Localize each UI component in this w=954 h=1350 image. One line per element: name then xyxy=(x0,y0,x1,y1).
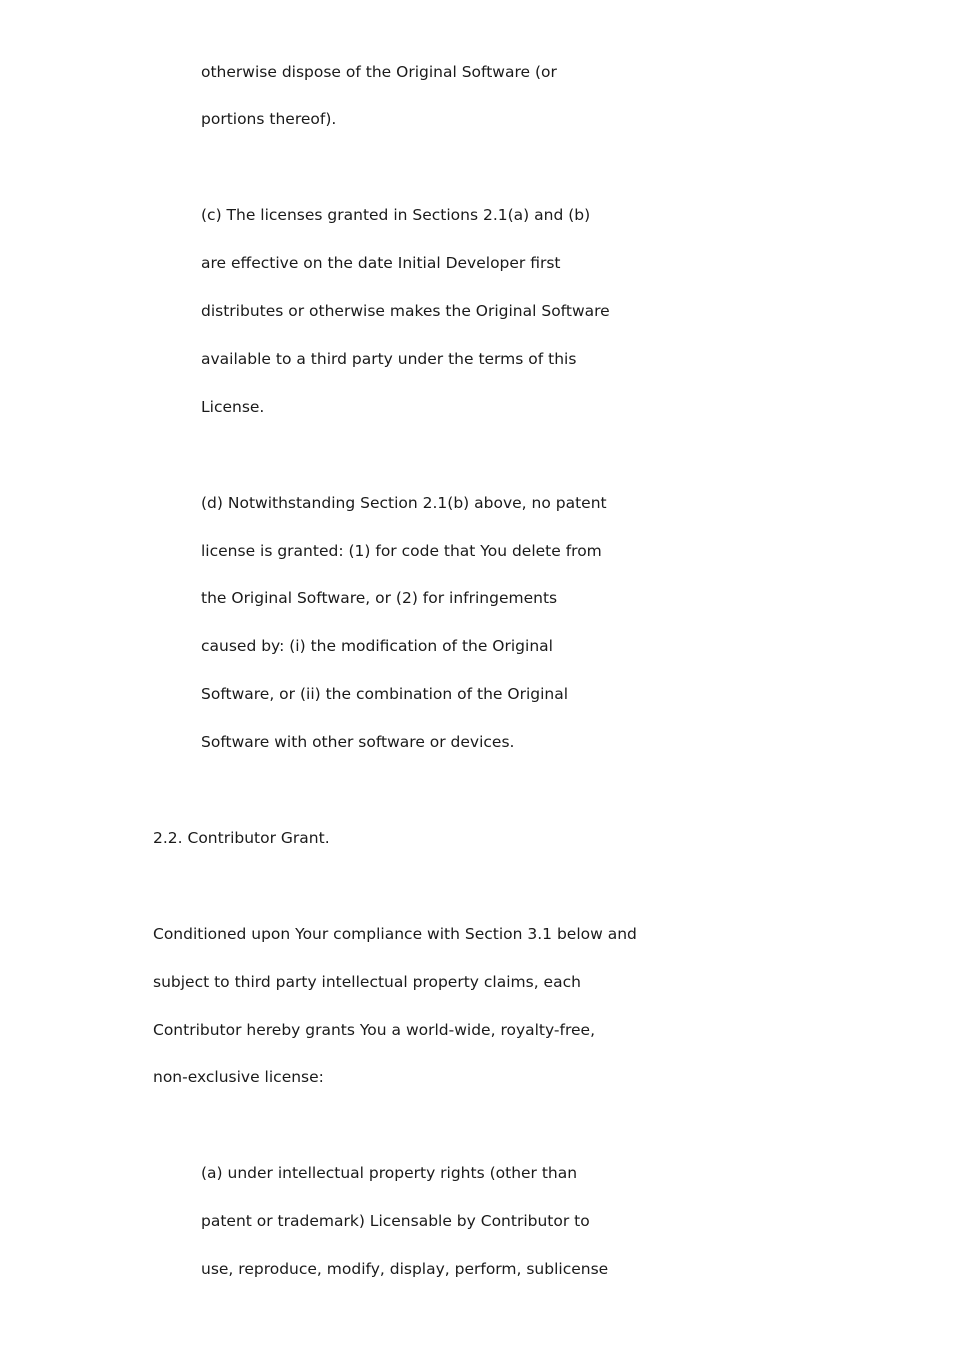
text-line: subject to third party intellectual property claims, each xyxy=(153,973,581,991)
clause-c-line: (c) The licenses granted in Sections 2.1(a) and (b) xyxy=(201,206,591,224)
clause-a-line: (a) under intellectual property rights (other than xyxy=(201,1164,578,1182)
text-line: Software with other software or devices. xyxy=(201,733,515,751)
section-heading: 2.2. Contributor Grant. xyxy=(153,829,330,847)
text-line: distributes or otherwise makes the Original Software xyxy=(201,302,610,320)
text-line: Contributor hereby grants You a world-wide, royalty-free, xyxy=(153,1021,595,1039)
text-line: non-exclusive license: xyxy=(153,1068,324,1086)
text-line: Conditioned upon Your compliance with Section 3.1 below and xyxy=(153,925,637,943)
text-line: License. xyxy=(201,398,265,416)
text-line: the Original Software, or (2) for infringements xyxy=(201,589,558,607)
clause-d-line: (d) Notwithstanding Section 2.1(b) above, no patent xyxy=(201,494,607,512)
text-line: license is granted: (1) for code that You delete from xyxy=(201,542,602,560)
text-line: Software, or (ii) the combination of the Original xyxy=(201,685,569,703)
text-line: patent or trademark) Licensable by Contributor to xyxy=(201,1212,590,1230)
text-line: portions thereof). xyxy=(201,110,337,128)
text-line: are effective on the date Initial Developer first xyxy=(201,254,561,272)
text-line: caused by: (i) the modification of the Original xyxy=(201,637,553,655)
text-line: otherwise dispose of the Original Software (or xyxy=(201,63,557,81)
text-line: use, reproduce, modify, display, perform, sublicense xyxy=(201,1260,609,1278)
text-line: available to a third party under the terms of this xyxy=(201,350,577,368)
